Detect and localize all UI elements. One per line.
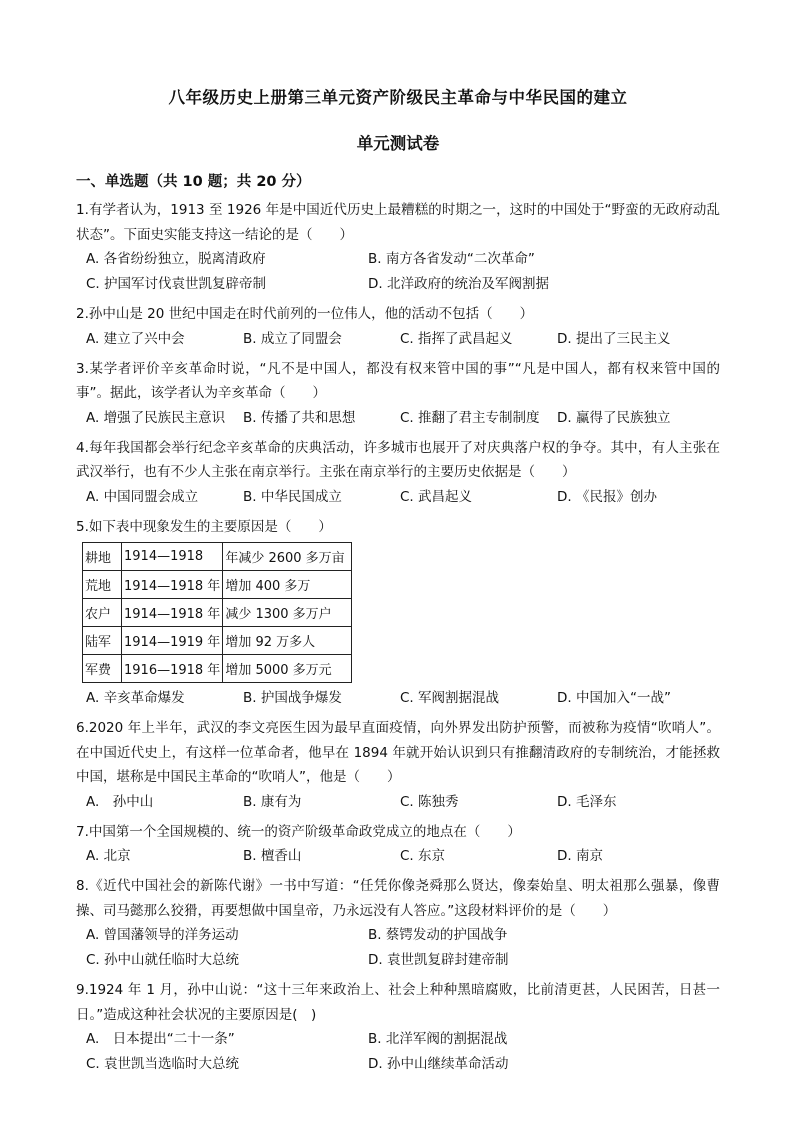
- question-1: [76, 198, 720, 297]
- option-a: A. 建立了兴中会: [86, 330, 185, 347]
- question-8: [76, 874, 720, 973]
- option-d: D. 北洋政府的统治及军阀割据: [368, 276, 549, 292]
- options-row: [76, 272, 720, 297]
- option-d: D. 毛泽东: [557, 793, 617, 810]
- option-c: C. 孙中山就任临时大总统: [86, 952, 240, 968]
- table-cell: 军费: [83, 655, 122, 683]
- options-row: [76, 247, 720, 272]
- option-c: C. 袁世凯当选临时大总统: [86, 1056, 240, 1072]
- option-b: B. 北洋军阀的割据混战: [368, 1031, 508, 1047]
- table-cell: 增加 400 多万: [223, 571, 352, 599]
- options-row: [76, 1027, 720, 1052]
- option-b: B. 康有为: [243, 793, 302, 810]
- option-a: A. 日本提出“二十一条”: [86, 1031, 235, 1047]
- question-7: [76, 820, 720, 870]
- table-cell: 1914—1919 年: [122, 627, 223, 655]
- option-c: C. 护国军讨伐袁世凯复辟帝制: [86, 276, 267, 292]
- option-c: C. 推翻了君主专制制度: [400, 409, 540, 426]
- question-2: [76, 302, 720, 352]
- option-b: B. 檀香山: [243, 848, 302, 864]
- option-d: D. 《民报》创办: [557, 488, 657, 505]
- option-a: A. 曾国藩领导的洋务运动: [86, 927, 239, 943]
- page-subtitle: 单元测试卷: [356, 134, 440, 153]
- option-b: B. 护国战争爆发: [243, 690, 342, 706]
- question-4: [76, 436, 720, 510]
- option-c: C. 军阀割据混战: [400, 690, 500, 706]
- option-d: D. 提出了三民主义: [557, 330, 671, 347]
- question-5: [76, 515, 720, 712]
- option-b: B. 蔡锷发动的护国战争: [368, 927, 508, 943]
- section-heading: 一、单选题（共 10 题；共 20 分）: [76, 174, 311, 190]
- table-cell: 增加 92 万多人: [223, 627, 352, 655]
- options-row: [76, 1052, 720, 1077]
- options-row: [76, 948, 720, 973]
- question-stem: 2.孙中山是 20 世纪中国走在时代前列的一位伟人，他的活动不包括（ ）: [76, 306, 534, 322]
- table-row: [83, 599, 352, 627]
- question-3: [76, 357, 720, 431]
- option-b: B. 传播了共和思想: [243, 409, 356, 426]
- table-cell: 增加 5000 多万元: [223, 655, 352, 683]
- option-a: A. 辛亥革命爆发: [86, 690, 185, 706]
- table-cell: 1914—1918: [122, 543, 223, 571]
- option-a: A. 中国同盟会成立: [86, 488, 199, 505]
- option-b: B. 成立了同盟会: [243, 330, 342, 347]
- options-row: [76, 327, 720, 352]
- question-stem: 9.1924 年 1 月，孙中山说：“这十三年来政治上、社会上种种黑暗腐败，比前清更甚，人民困苦，日甚一日。”造成这种社会状况的主要原因是( ): [76, 982, 720, 1023]
- option-d: D. 中国加入“一战”: [557, 690, 671, 706]
- page-title: 八年级历史上册第三单元资产阶级民主革命与中华民国的建立: [168, 88, 628, 107]
- question-stem: 4.每年我国都会举行纪念辛亥革命的庆典活动，许多城市也展开了对庆典落户权的争夺。其中，有人主张在武汉举行，也有不少人主张在南京举行。主张在南京举行的主要历史依据是（ ）: [76, 439, 720, 480]
- table-cell: 1914—1918 年: [122, 571, 223, 599]
- option-a: A. 增强了民族民主意识: [86, 409, 226, 426]
- options-row: [76, 686, 720, 711]
- option-c: C. 指挥了武昌起义: [400, 330, 513, 347]
- options-row: [76, 485, 720, 510]
- option-d: D. 赢得了民族独立: [557, 409, 671, 426]
- question-stem: 5.如下表中现象发生的主要原因是（ ）: [76, 518, 332, 535]
- question-9: [76, 978, 720, 1077]
- table-row: [83, 655, 352, 683]
- table-cell: 耕地: [83, 543, 122, 571]
- options-row: [76, 844, 720, 869]
- table-cell: 1916—1918 年: [122, 655, 223, 683]
- option-d: D. 南京: [557, 848, 603, 864]
- option-c: C. 陈独秀: [400, 793, 459, 810]
- table-cell: 年减少 2600 多万亩: [223, 543, 352, 571]
- option-b: B. 中华民国成立: [243, 488, 342, 505]
- table-cell: 减少 1300 多万户: [223, 599, 352, 627]
- question-stem: 6.2020 年上半年，武汉的李文亮医生因为最早直面疫情，向外界发出防护预警，而被称为疫情“吹哨人”。在中国近代史上，有这样一位革命者，他早在 1894 年就开始认识到只有推翻清政府的专制统治，才能拯救中国，堪称是中国民主革命的“吹哨人”，他是（ ）: [76, 720, 720, 785]
- table-cell: 陆军: [83, 627, 122, 655]
- question-stem: 3.某学者评价辛亥革命时说，“凡不是中国人，都没有权来管中国的事”“凡是中国人，都有权来管中国的事”。据此，该学者认为辛亥革命（ ）: [76, 360, 720, 401]
- option-d: D. 孙中山继续革命活动: [368, 1056, 509, 1072]
- table-cell: 农户: [83, 599, 122, 627]
- table-row: [83, 627, 352, 655]
- table-row: [83, 543, 352, 571]
- question-stem: 8.《近代中国社会的新陈代谢》一书中写道：“任凭你像尧舜那么贤达，像秦始皇、明太祖那么强暴，像曹操、司马懿那么狡猾，再要想做中国皇帝，乃永远没有人答应。”这段材料评价的是（ ）: [76, 878, 720, 919]
- option-b: B. 南方各省发动“二次革命”: [368, 251, 535, 267]
- options-row: [76, 923, 720, 948]
- question-6: [76, 716, 720, 815]
- table-cell: 荒地: [83, 571, 122, 599]
- options-row: [76, 790, 720, 815]
- question-stem: 1.有学者认为，1913 至 1926 年是中国近代历史上最糟糕的时期之一，这时的中国处于“野蛮的无政府动乱状态”。下面史实能支持这一结论的是（ ）: [76, 202, 720, 243]
- question-stem: 7.中国第一个全国规模的、统一的资产阶级革命政党成立的地点在（ ）: [76, 823, 521, 840]
- option-a: A. 孙中山: [86, 793, 154, 810]
- data-table: [82, 542, 352, 683]
- option-c: C. 东京: [400, 848, 446, 864]
- table-row: [83, 571, 352, 599]
- option-a: A. 各省纷纷独立，脱离清政府: [86, 251, 266, 267]
- table-cell: 1914—1918 年: [122, 599, 223, 627]
- option-a: A. 北京: [86, 848, 131, 864]
- options-row: [76, 406, 720, 431]
- option-c: C. 武昌起义: [400, 488, 473, 505]
- option-d: D. 袁世凯复辟封建帝制: [368, 952, 509, 968]
